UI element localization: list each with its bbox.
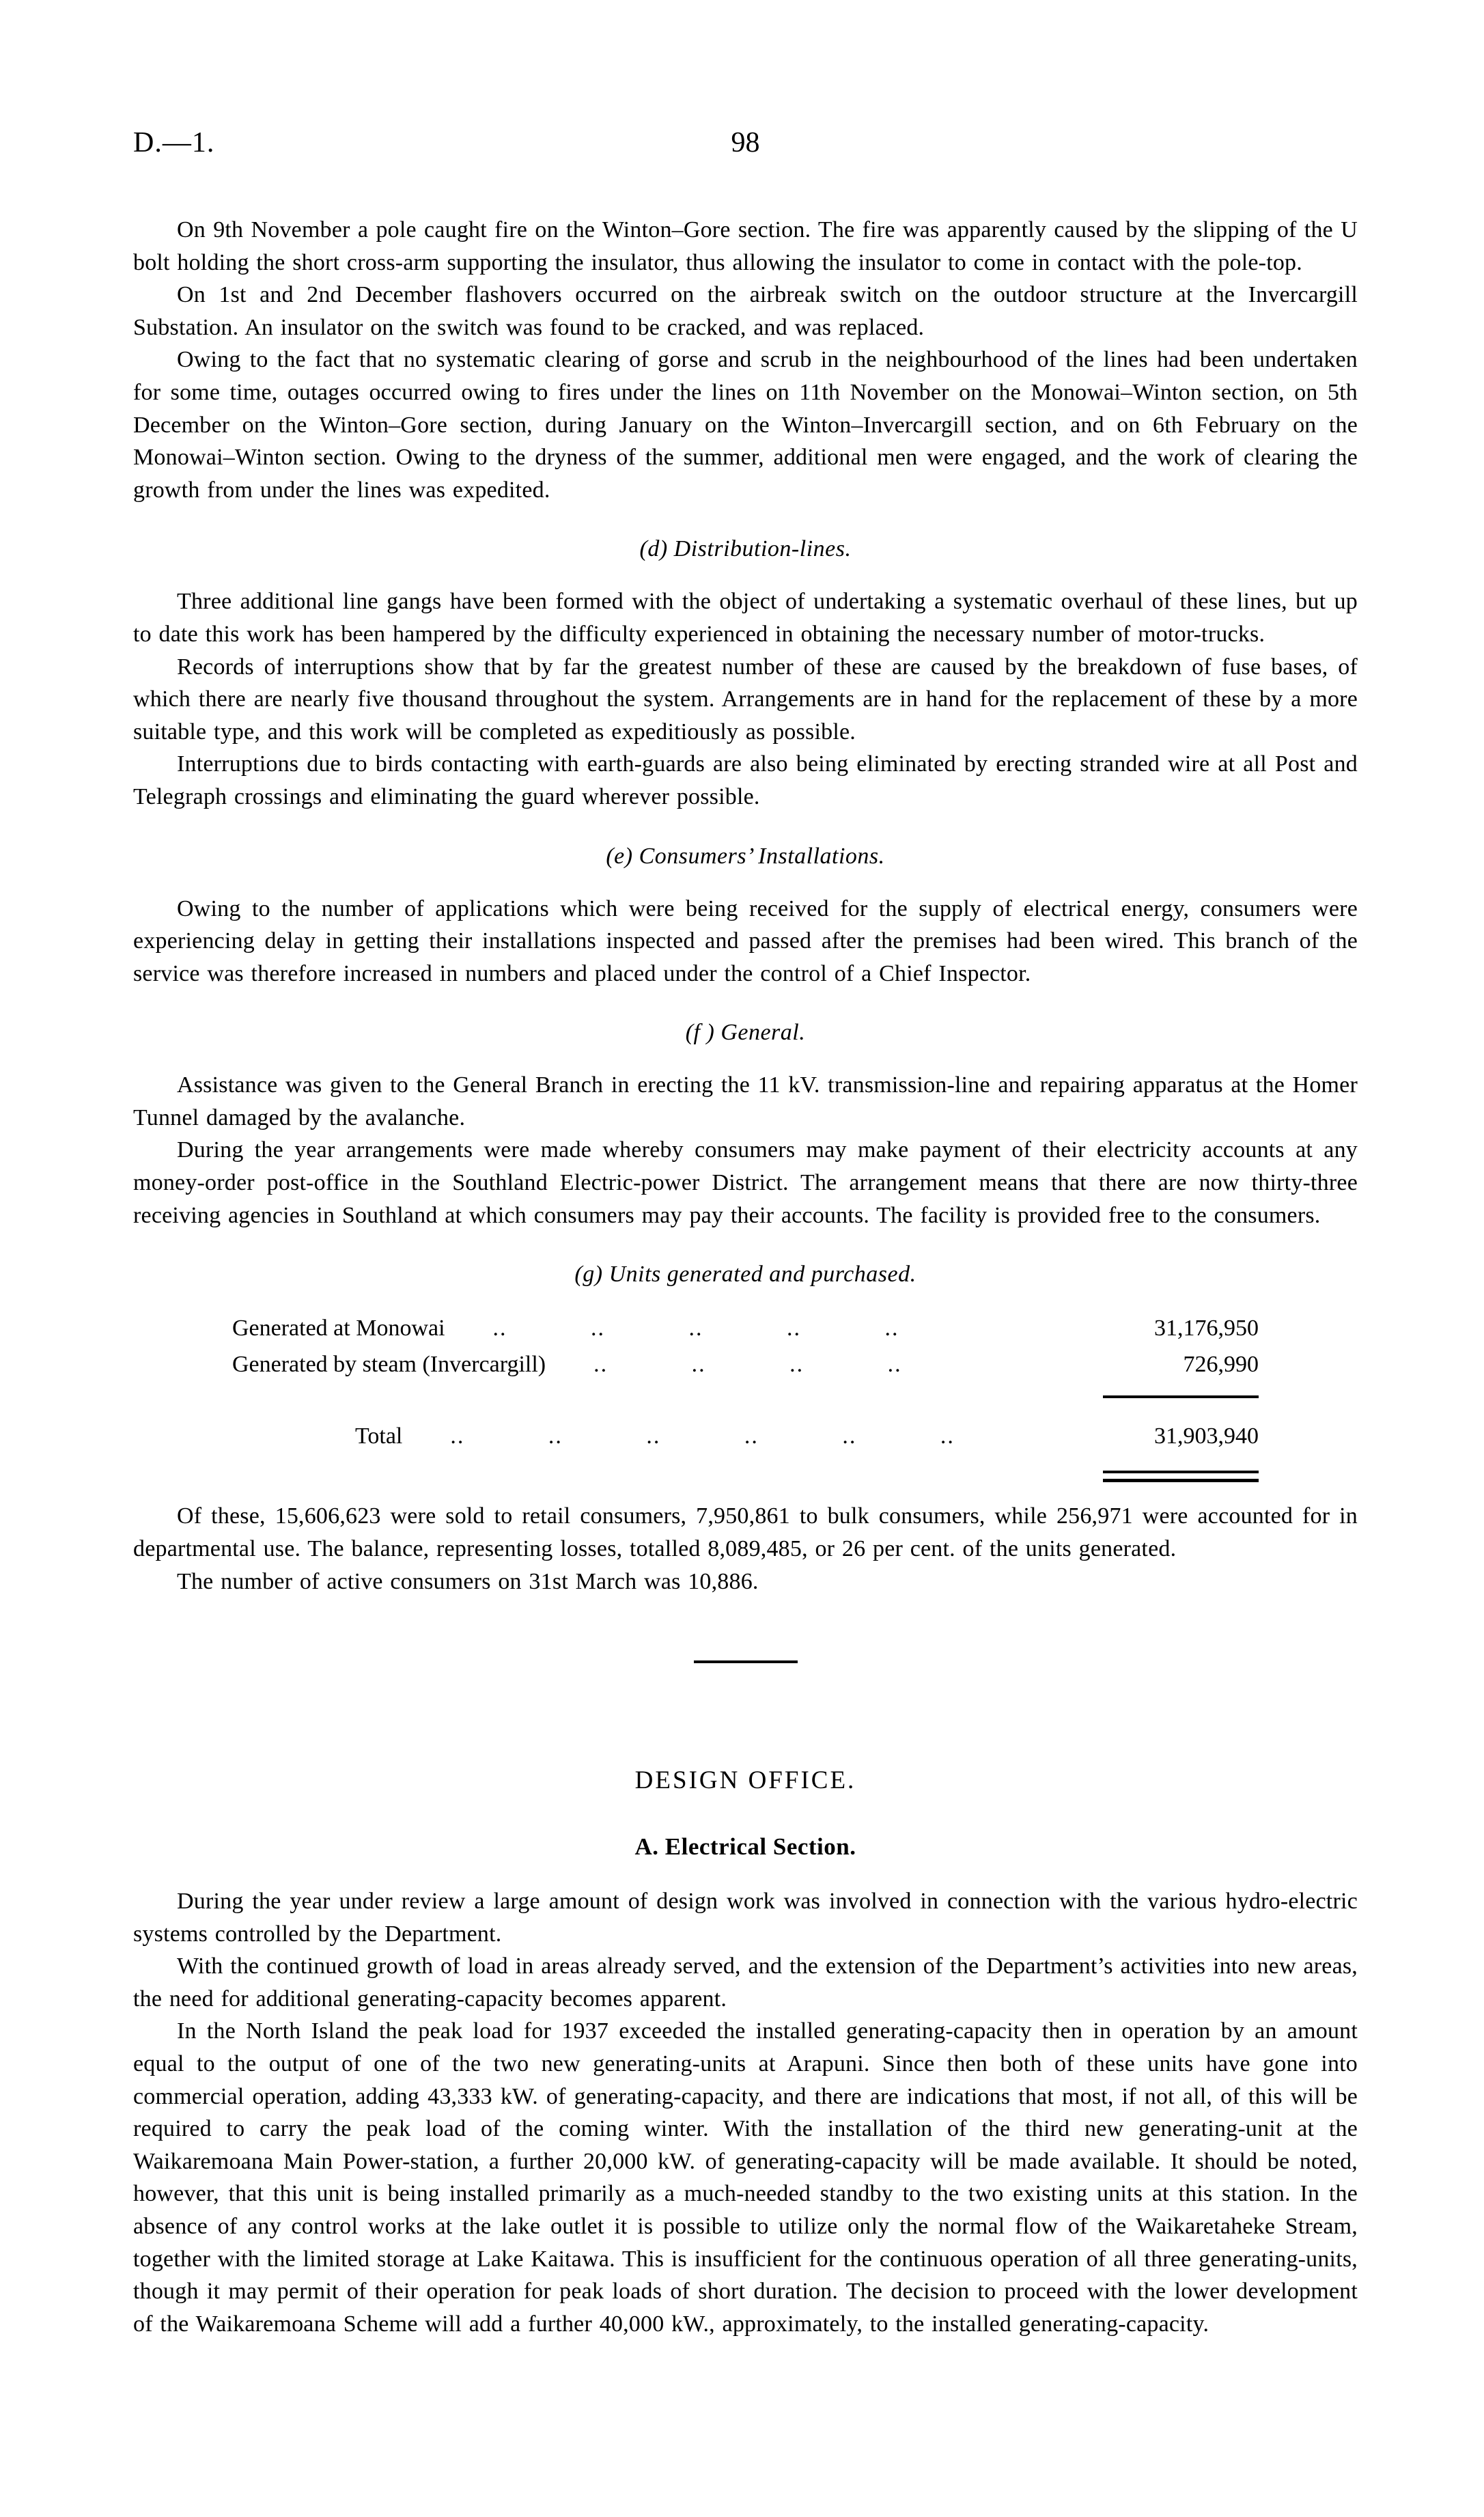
paragraph: Assistance was given to the General Branch in erecting the 11 kV. transmission-line and repairing apparatus at the Homer Tunnel damaged by the avalanche. [133, 1072, 1358, 1130]
row-value: 31,176,950 [1154, 1316, 1259, 1341]
section-heading-e: (e) Consumers’ Installations. [606, 843, 885, 869]
design-office-title: DESIGN OFFICE. [634, 1766, 856, 1795]
paragraph: On 1st and 2nd December flashovers occurred on the airbreak switch on the outdoor structure at the Invercargill Substation. An insulator on the switch was found to be cracked, and was replaced. [133, 282, 1358, 340]
table-total-row [232, 1419, 1259, 1455]
paragraph: Owing to the number of applications which were being received for the supply of electrical energy, consumers were experiencing delay in getting their installations inspected and passed after the premises had been wired. This branch of the service was therefore increased in numbers and placed under the control of a Chief Inspector. [133, 895, 1358, 986]
paragraph: Three additional line gangs have been formed with the object of undertaking a systematic overhaul of these lines, but up to date this work has been hampered by the difficulty experienced in obtaining the necessary number of motor-trucks. [133, 589, 1358, 647]
document-reference: D.—1. [133, 127, 215, 158]
paragraph: In the North Island the peak load for 1937 exceeded the installed generating-capacity then in operation by an amount equal to the output of one of the two new generating-units at Arapuni. Since then both of these units have gone into commercial operation, adding 43,333 kW. of generating-capacity, and there are indications that most, if not all, of this will be required to carry the peak load of the coming winter. With the installation of the third new generating-unit at the Waikaremoana Main Power-station, a further 20,000 kW. of generating-capacity will be made available. It should be noted, however, that this unit is being installed primarily as a much-needed standby to the two existing units at this station. In the absence of any control works at the lake outlet it is possible to utilize only the normal flow of the Waikaretaheke Stream, together with the limited storage at Lake Kaitawa. This is insufficient for the continuous operation of all three generating-units, though it may permit of their operation for peak loads of short duration. The decision to proceed with the lower development of the Waikaremoana Scheme will add a further 40,000 kW., approximately, to the installed generating-capacity. [133, 2018, 1358, 2337]
table-single-rule [1103, 1395, 1259, 1398]
row-label: Generated at Monowai [232, 1316, 445, 1341]
table-row [232, 1347, 1259, 1383]
row-value: 726,990 [1183, 1351, 1259, 1377]
dot-leader: .. .. .. .. .. .. [450, 1423, 955, 1449]
paragraph: Records of interruptions show that by far the greatest number of these are caused by the breakdown of fuse bases, of which there are nearly five thousand throughout the system. Arrangements are in hand for the replacement of these by a more suitable type, and this work will be completed as expeditiously as possible. [133, 654, 1358, 745]
units-generated-table [232, 1311, 1259, 1482]
paragraph: During the year under review a large amount of design work was involved in connection with the various hydro-electric systems controlled by the Department. [133, 1889, 1358, 1947]
paragraph: With the continued growth of load in areas already served, and the extension of the Department’s activities into new areas, the need for additional generating-capacity becomes apparent. [133, 1953, 1358, 2012]
page-header [133, 126, 1358, 165]
table-row [232, 1311, 1259, 1347]
section-heading-d: (d) Distribution-lines. [639, 536, 852, 562]
dot-leader: .. .. .. .. .. [492, 1316, 899, 1341]
section-heading-f: (f ) General. [685, 1020, 806, 1046]
paragraph: On 9th November a pole caught fire on the Winton–Gore section. The fire was apparently caused by the slipping of the U bolt holding the short cross-arm supporting the insulator, thus allowing the insulator to come in contact with the pole-top. [133, 217, 1358, 275]
dot-leader: .. .. .. .. [593, 1351, 902, 1377]
total-label: Total [355, 1423, 403, 1449]
row-label: Generated by steam (Invercargill) [232, 1351, 546, 1377]
table-double-rule [1103, 1471, 1259, 1482]
section-divider [694, 1660, 798, 1663]
section-heading-g: (g) Units generated and purchased. [574, 1262, 916, 1288]
total-value: 31,903,940 [1154, 1423, 1259, 1449]
paragraph: Owing to the fact that no systematic clearing of gorse and scrub in the neighbourhood of the lines had been undertaken for some time, outages occurred owing to fires under the lines on 11th November on the Monowai–Winton section, on 5th December on the Winton–Gore section, during January on the Winton–Invercargill section, and on 6th February on the Monowai–Winton section. Owing to the dryness of the summer, additional men were engaged, and the work of clearing the growth from under the lines was expedited. [133, 347, 1358, 503]
paragraph: Of these, 15,606,623 were sold to retail consumers, 7,950,861 to bulk consumers, while 256,971 were accounted for in departmental use. The balance, representing losses, totalled 8,089,485, or 26 per cent. of the units generated. [133, 1503, 1358, 1561]
paragraph: The number of active consumers on 31st March was 10,886. [177, 1568, 759, 1594]
page-number: 98 [731, 127, 760, 158]
paragraph: During the year arrangements were made whereby consumers may make payment of their electricity accounts at any money-order post-office in the Southland Electric-power District. The arrangement means that there are now thirty-three receiving agencies in Southland at which consumers may pay their accounts. The facility is provided free to the consumers. [133, 1137, 1358, 1228]
paragraph: Interruptions due to birds contacting with earth-guards are also being eliminated by erecting stranded wire at all Post and Telegraph crossings and eliminating the guard wherever possible. [133, 751, 1358, 809]
electrical-section-subtitle: A. Electrical Section. [634, 1833, 856, 1861]
